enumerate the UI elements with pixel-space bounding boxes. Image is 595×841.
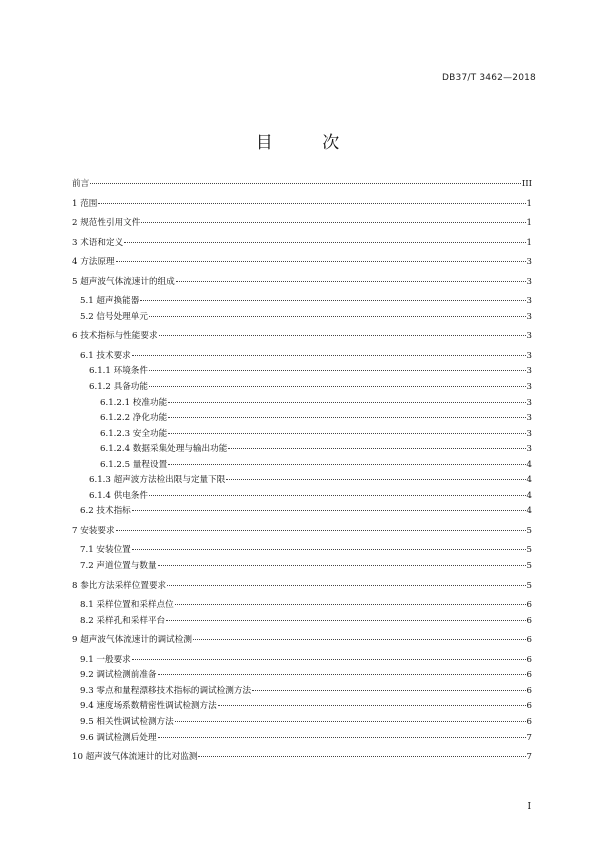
toc-leader-dots [193,639,526,640]
toc-entry[interactable] [72,633,532,649]
toc-leader-dots [218,705,526,706]
toc-entry-label: 7.1 安装位置 [80,545,131,556]
toc-entry-page: 4 [526,475,532,486]
toc-entry[interactable] [72,380,532,396]
toc-leader-dots [168,417,525,418]
toc-leader-dots [168,464,525,465]
toc-leader-dots [149,495,526,496]
toc-entry[interactable] [72,715,532,731]
toc-entry[interactable] [72,489,532,505]
toc-entry-page: 6 [526,685,532,696]
page-title: 目 次 [255,133,362,153]
toc-entry-page: 6 [526,635,532,646]
document-code: DB37/T 3462—2018 [442,73,536,83]
toc-entry-label: 6.2 技术指标 [80,506,131,517]
toc-leader-dots [149,316,526,317]
toc-entry-page: 3 [526,350,532,361]
toc-entry[interactable] [72,349,532,365]
toc-entry-label: 2 规范性引用文件 [72,218,141,229]
toc-entry[interactable] [72,543,532,559]
toc-entry-label: 6.1.1 环境条件 [89,366,148,377]
toc-entry-page: 3 [526,331,532,342]
toc-entry-page: 7 [526,752,532,763]
toc-leader-dots [159,335,526,336]
toc-entry-page: 5 [526,580,532,591]
toc-entry[interactable] [72,177,532,193]
toc-entry-label: 6.1.2.3 安全功能 [100,428,168,439]
toc-entry-label: 8 参比方法采样位置要求 [72,580,167,591]
toc-leader-dots [228,448,525,449]
toc-entry[interactable] [72,396,532,412]
toc-entry-label: 1 范围 [72,198,98,209]
toc-entry[interactable] [72,653,532,669]
toc-entry[interactable] [72,411,532,427]
toc-entry-label: 前言 [72,179,90,189]
toc-entry[interactable] [72,275,532,291]
toc-entry[interactable] [72,329,532,345]
toc-entry-page: 3 [526,276,532,287]
toc-entry-label: 5.2 信号处理单元 [80,311,148,322]
toc-entry[interactable] [72,216,532,232]
toc-leader-dots [132,659,526,660]
toc-entry-page: 3 [526,428,532,439]
toc-entry-label: 5 超声波气体流速计的组成 [72,276,175,287]
toc-entry-page: 3 [526,311,532,322]
toc-leader-dots [132,355,526,356]
toc-entry-label: 6.1.2 具备功能 [89,382,148,393]
toc-leader-dots [116,261,526,262]
toc-leader-dots [198,756,525,757]
toc-entry[interactable] [72,579,532,595]
toc-entry[interactable] [72,524,532,540]
toc-entry-label: 6.1.2.5 量程设置 [100,459,168,470]
toc-entry-label: 6.1 技术要求 [80,350,131,361]
toc-leader-dots [140,300,525,301]
toc-entry-label: 9.5 相关性调试检测方法 [80,716,174,727]
toc-entry-page: 1 [526,198,532,209]
toc-entry-page: 5 [526,561,532,572]
toc-entry-page: 5 [526,525,532,536]
toc-entry[interactable] [72,668,532,684]
toc-entry[interactable] [72,197,532,213]
toc-entry[interactable] [72,750,532,766]
toc-entry-label: 9.1 一般要求 [80,654,131,665]
toc-leader-dots [98,203,525,204]
toc-entry-page: 3 [526,366,532,377]
toc-entry[interactable] [72,364,532,380]
toc-entry-label: 7.2 声道位置与数量 [80,561,157,572]
toc-entry-page: 5 [526,545,532,556]
toc-entry-page: 1 [526,237,532,248]
toc-entry-page: 6 [526,716,532,727]
toc-entry-label: 6.1.4 供电条件 [89,490,148,501]
toc-entry[interactable] [72,598,532,614]
toc-leader-dots [175,604,526,605]
toc-leader-dots [167,585,525,586]
toc-entry-page: 3 [526,296,532,307]
toc-entry-page: 3 [526,413,532,424]
toc-leader-dots [90,183,521,184]
toc-entry[interactable] [72,699,532,715]
toc-leader-dots [124,242,525,243]
toc-entry[interactable] [72,310,532,326]
toc-leader-dots [158,737,526,738]
toc-entry-page: 1 [526,218,532,229]
toc-entry-page: 6 [526,615,532,626]
toc-entry-label: 9.6 调试检测后处理 [80,732,157,743]
toc-entry-label: 9.3 零点和量程漂移技术指标的调试检测方法 [80,685,252,696]
toc-entry-page: 3 [526,397,532,408]
toc-entry-page: 3 [526,382,532,393]
toc-leader-dots [252,690,525,691]
toc-entry-label: 6.1.2.4 数据采集处理与输出功能 [100,444,228,455]
toc-entry-page: 4 [526,459,532,470]
toc-leader-dots [176,281,526,282]
page-number: I [527,802,531,812]
toc-leader-dots [175,721,526,722]
toc-leader-dots [226,479,525,480]
toc-entry-page: 3 [526,257,532,268]
toc-entry-label: 3 术语和定义 [72,237,124,248]
toc-leader-dots [149,386,526,387]
toc-entry-label: 8.1 采样位置和采样点位 [80,600,174,611]
toc-entry-page: 6 [526,600,532,611]
toc-entry-label: 6 技术指标与性能要求 [72,331,158,342]
toc-entry[interactable] [72,427,532,443]
toc-entry[interactable] [72,255,532,271]
toc-entry[interactable] [72,458,532,474]
toc-entry-page: 6 [526,654,532,665]
toc-leader-dots [158,674,526,675]
toc-leader-dots [168,402,525,403]
toc-entry-page: 4 [526,506,532,517]
toc-entry[interactable] [72,731,532,747]
toc-entry[interactable] [72,504,532,520]
toc-entry[interactable] [72,614,532,630]
toc-entry-label: 8.2 采样孔和采样平台 [80,615,166,626]
toc-entry-label: 4 方法原理 [72,257,115,268]
toc-entry-page: 6 [526,670,532,681]
toc-leader-dots [166,620,525,621]
toc-entry-label: 6.1.3 超声波方法检出限与定量下限 [89,475,226,486]
toc-entry[interactable] [72,442,532,458]
table-of-contents [72,177,532,766]
toc-leader-dots [132,510,526,511]
toc-entry-label: 9.2 调试检测前准备 [80,670,157,681]
toc-entry-page: 7 [526,732,532,743]
toc-entry-label: 9.4 速度场系数精密性调试检测方法 [80,701,217,712]
toc-leader-dots [168,433,525,434]
toc-entry-page: 6 [526,701,532,712]
toc-entry-page: 4 [526,490,532,501]
toc-entry-label: 5.1 超声换能器 [80,296,140,307]
toc-entry[interactable] [72,236,532,252]
toc-entry-label: 6.1.2.1 校准功能 [100,397,168,408]
toc-entry-label: 7 安装要求 [72,525,115,536]
toc-entry[interactable] [72,294,532,310]
toc-entry-page: III [521,179,532,189]
toc-leader-dots [116,530,526,531]
toc-entry-label: 9 超声波气体流速计的调试检测 [72,635,192,646]
toc-leader-dots [141,222,525,223]
toc-entry-page: 3 [526,444,532,455]
toc-entry-label: 10 超声波气体流速计的比对监测 [72,752,198,763]
toc-entry[interactable] [72,473,532,489]
toc-entry[interactable] [72,684,532,700]
toc-leader-dots [132,549,526,550]
toc-leader-dots [149,370,526,371]
toc-entry[interactable] [72,559,532,575]
toc-entry-label: 6.1.2.2 净化功能 [100,413,168,424]
toc-leader-dots [158,565,526,566]
